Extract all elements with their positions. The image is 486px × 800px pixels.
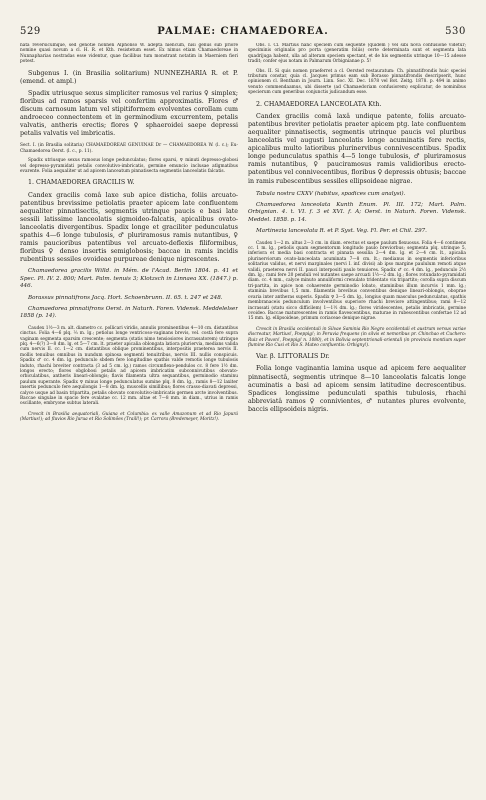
locality-note: Crescit in Brasilia occidentali in Silvae Saminia Rio Negro occidentali et austrum versus variae discreatur, Martius!, Poeppig!; in Peruvia frequens (in silvis et nemoribus pr. Chinchao et Cuchero: Ruiz et Pavon!, Poeppig! n. 1080), et in Bolivia septentrionali-orientali (in provincia montium super flumine Rio Cusi et Rio S. Mateo confluentis: Orbigny!).: [248, 326, 466, 348]
section-description: Spadix utriusque sexus ramosus longe pedunculatus; flores sparsi, ♀ minuti depresso-globosi vel depresso-pyramidati petalis convolutivo-imbricatis, germine emuncio inclusae atlgmatibus evarente. Folia aequaliter ut ad apicem lanceatum pinnatisecta segmentis lanceolatis falcatis.: [20, 158, 238, 174]
species-diagnosis: Candex gracilis comâ laxâ undique patente, foliis arcuato-patentibus breviter petiolatis praeter apicem ptg. late confluentem aequaliter pinnatisectis, segmentis utrinque paucis vel pluribus lanceolatis vel augusti lanceolatis longe acuminatis fere rectis, apicalibus multo latioribus plurinervibus connivescentibus. Spadix longe pedunculatus spathis 4—5 longe tubulosis, ♂ pluriramosus ramis nutantibus, ♀ pauciramosus ramis validioribus erecto-patentibus vel connivecentibus, floribus ♀ depressis obtusis; baccae in ramis rubescentibus sessiles ellipsoideae nigrae.: [248, 112, 466, 185]
right-column: [248, 43, 466, 783]
two-column-body: [20, 43, 466, 783]
synonym-entry: Borassus pinnatifrons Jacq. Hort. Schoenbrunn. II. 65. t. 247 et 248.: [28, 294, 223, 301]
subgenus-description: Spadix utriusque sexus simpliciter ramosus vel rarius ♀ simplex; floribus ad ramos sparsis vel confertim approximatis. Flores ♂ discum carnosum latum vel stipitiformem evolventes corollam cum androeceo connectentem et in germinodium excurrentem, petalis valvatis, antheris erectis; flores ♀ sphaeroidei saepe depressi petalis valvatis vel imbricatis.: [20, 89, 238, 138]
intro-paragraph: nata reversicumque, sed genotie nonnen Alphonso W. adepta niencum, nisi genus sub priore nomine quasi novum a cl. H. R. et Kth. resistetum esset. Ex nimus etiam Chamaedoreae in Nunnapharias nostradas esse videntur, quae facilibus tum monstrant notatim in Maerniem fieri potest.: [20, 43, 238, 65]
variety-description: Folia longe vaginantia lamina usque ad apicem fere aequaliter pinnatisectâ, segmentis utrinque 8—10 lanceolatis falcatis longe acuminatis a basi ad apicem sensim latitudine decrescentibus. Spadices longissime pedunculati spathis tubulosis, rhachi abbreviatâ ramos ♀ connivientes, ♂ nutantes plures evolvente, baccis ellipsoideis nigris.: [248, 365, 466, 413]
synonym-entry: Chamaedorea lanceolata Kunth Enum. Pl. III. 172; Mart. Palm. Orbignian. 4. t. VI. f. 3 et XVI. f. A; Oerst. in Naturh. Foren. Vidensk. Meddel. 1858. p. 14.: [248, 202, 466, 223]
species-diagnosis: Candex gracilis comâ laxe sub apice disticha, foliis arcuato-patentibus brevissime petiolatis praeter apicem late confluentem aequaliter pinnatisectis, segmentis utrinque paucis e basi late sessili latissime lanceolatis sigmoideo-falcatis, apicalibus ovato-lanceolatis divergentibus. Spadix longe et graciliter pedunculatus spathis 4—6 longe tubulosis, ♂ pluriramosus ramis nutantibus, ♀ ramis paucioribus patentibus vel arcuato-deflexis filiformibus, floribus ♀ denso insertis semiglobosis; baccae in ramis incidis rubentibus sessiles ovoideae purpureae denique nigrescentes.: [20, 191, 238, 264]
plate-reference: Tabula nostra CXXV (habitus, spadices cum analysi).: [256, 190, 406, 197]
page-number-left: 529: [20, 26, 41, 37]
species-heading: 1. CHAMAEDOREA GRACILIS W.: [28, 179, 135, 187]
synonym-entry: Chamaedorea pinnatifrons Oerst. in Naturh. Foren. Vidensk. Meddelelser 1858 (p. 14).: [20, 305, 238, 320]
species-description: Caudex 1½—3 m. alt. diametro cc. pollicari viridis, annulis prominentibus 4—10 cm. distantibus cinctus. Folia 4—6 plq. ⅔ m. lg.; petiolus longe ventricoso-vaginans brevis, vel. costà fere supra vaginam segmenta sparsim crescente; segmenta (statis nimo tensiosiores incrassatorem) utrinque plq. 4—6(?) 3—8 dm. lg. et 5—7 cm. lt. praeter apicalia oblongata latiora pluriervia, medians valida cum nervis II. cc. 1—2 cm. distantibus oblique prominentibus, interpositis praeterea nervis II. mollis tenuibus omnibus in nundum spinosa segmenti tenuitribus, nervis III. nullis conspicuis. Spadix ♂ cc. 4 dm. lg. pedunculo sbdem fere longitudine spathis valde remotis longe tubulosis induto, rhachi breviter contracta (3 ad 5 cm. lg.) ramos circumflexo-pendulos cc. 8 fere 1½ dm. longos erecto; flores obglobosi petalis ad apicem imbricatim subconnivutibus obovato-orbiculatibus, antheris lineari-oblongis; flavis filamenta ultra sequantibus, germinodio staminu paulum superante. Spadix ♀ minus longe pedunculatus sumine plq. 8 dm. lg., ramis 8—12 laxiter insertis pedunculo fere aequilongis 1—8 dm. lg. muscellis simillibus; flores crasso-diavati depressi, calyce usque ad basin tripartita, petalis obovato convolutivo-imbricatis germen arcte involventibus. Baccae singulae in spacio fere ovalatae cc. 12 mm. altae et 7—8 mm. in diam., utrius in ramis oscillante, embryone subtus laterali.: [20, 325, 238, 407]
observation-note: Obs. I. Cl. Martius hanc speciem cum sequente (quidem ) vel sibi novâ confusione videtur; speciminis originalis pro porta (generatim foliis) certe determinata sunt et segmenta lata quadrijuga habent, ulla ad alteram speciem spectant, et de his segmentis utrinque 10—15 adesse tradit; confer ejus notam in Palmarum Orbignianae p. 5!: [248, 43, 466, 65]
observation-note: Obs. II. Si quis nomen praeferret a cl. Oersted restauratum: Ch. pinnatifrondis huic speciei tributum constar, quia cl. Jacques primus eam sub Borasso pinnatifrondis descripserit, hunc opinionem cl. Bentham in Journ. Linn. Soc. XI. Dec. 1878 vel Bot. Zeitg. 1878. p. 494 in animo venuto commendaamus, ubi disserte (ad Chamaedoriam confusiorem) explicatur, de nominibus specierum cum generibus conjunctis judicandum esse.: [248, 68, 466, 96]
synonym-entry: Chamaedorea gracilis Willd. in Mém. de l'Acad. Berlin 1804. p. 41 et Spec. Pl. IV. 2. 800; Mart. Palm. tenuis 3; Klotzsch in Linnaea XX. (1847.) p. 446.: [20, 268, 238, 290]
species-heading: 2. CHAMAEDOREA LANCEOLATA Kth.: [256, 100, 382, 108]
running-head: [20, 26, 466, 37]
variety-heading: Var. β. LITTORALIS Dr.: [256, 353, 330, 361]
species-description: Caudex 1—2 m. altus 2—3 cm. in diam. erectus et saepe paulum flexuosus. Folia 4—6 continens cc. 1 m. lg., petiolis quam segmentorum longitudo paulo breviorbus; segmenta plq. utrinque 5, inferiora et media basi contracta et pinnata sessilia 2—4 dm. lg. et 2—4 cm. lt., apicalia plurinerviorum ovato-lanceolata acuminata 7—8 cm. lt.; medianus in segmentis inferioribus solitarius validus, et nervi marginales (nervi I. inf. divisi) ab ipso margine paululum remoti atque validi, praeterea nervi II. pauci interpositi paulo tenuiores. Spadix ♂ cc. 4 dm. lg., pedunculo 2½ dm. lg.; rami fere 20 penduli vel nutantes saepe arcuati 1½—2 dm. lg.; flores rotundato-pyramidati diam. cc. 4 mm., calyce minuto annuliformi crenulato tridentato vix tripartito; corolla supra discum tri-partita, in apice non cohaerente germinodio lobato, staminibus illum incurvis 1 mm. lg.; staminia brevibus 1,5 mm. filamentis brevibus conventibus denique lineari-oblongis, oboprae ovaria inter antheras superis. Spadix ♀ 3—5 dm. lg., longius quam masculus pedunculatus, spathis membranaceis pedunculum involventibus superiore rhachi breviore attingentibus; rami 8—12 incrassati (statu sicco difficilem) 1—1½ dm. lg.; flores viridescentes, petalis imbricatis, germine ovoideo. Baccae maturescentes in ramis flavescentibus, maturae in rubescentibus confertae 12 ad 15 mm. lg. ellipsoideae, primum coriaceae denique nigrae.: [248, 240, 466, 322]
left-column: [20, 43, 238, 783]
page-number-right: 530: [445, 26, 466, 37]
locality-note: Crescit in Brasilia aequatoriali, Guiana et Columbia: ex valle Amazonum et ad Rio Japurá (Martius!); ad fluvios Rio Jurua et Rio Solimões (Traill!); pr. Carrora (Bredemeyer, Moritz!).: [20, 411, 238, 423]
subgenus-heading: Subgenus I. (in Brasilia solitarium) NUNNEZHARIA R. et P. (emend. et ampl.): [20, 69, 238, 85]
running-title: PALMAE: CHAMAEDOREA.: [157, 26, 329, 37]
synonym-entry: Martinezia lanceolata R. et P. Syst. Veg. Fl. Per. et Chil. 297.: [256, 228, 427, 235]
section-note: Sect. I. (in Brasilia solitaria) CHAMAEDOREAE GENUINAE Dr — CHAMAEDOREA W. (l. c.); Eu-Chamaedorea Oerst. (l. c., p. 11).: [20, 143, 238, 154]
